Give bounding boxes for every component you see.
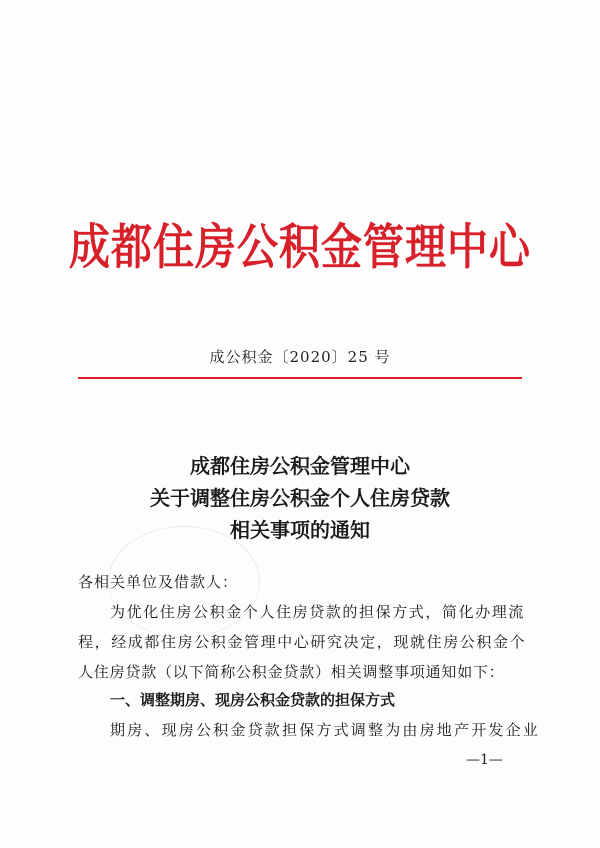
title-line-2: 关于调整住房公积金个人住房贷款: [150, 486, 450, 510]
red-divider-line: [78, 377, 522, 379]
organization-header: 成都住房公积金管理中心: [69, 218, 531, 276]
document-number: 成公积金〔2020〕25 号: [209, 348, 391, 366]
salutation: 各相关单位及借款人：: [78, 573, 239, 591]
paragraph-1-line-3: 人住房贷款（以下简称公积金贷款）相关调整事项通知如下：: [78, 663, 505, 681]
title-line-3: 相关事项的通知: [230, 518, 370, 542]
paragraph-2-line-1: 期房、现房公积金贷款担保方式调整为由房地产开发企业: [110, 721, 541, 739]
title-line-1: 成都住房公积金管理中心: [190, 454, 410, 478]
paragraph-1-line-2: 程，经成都住房公积金管理中心研究决定，现就住房公积金个: [78, 633, 527, 651]
section-1-heading: 一、调整期房、现房公积金贷款的担保方式: [110, 691, 396, 709]
page-number: —1—: [466, 752, 503, 768]
paragraph-1-line-1: 为优化住房公积金个人住房贷款的担保方式，简化办理流: [110, 603, 526, 621]
